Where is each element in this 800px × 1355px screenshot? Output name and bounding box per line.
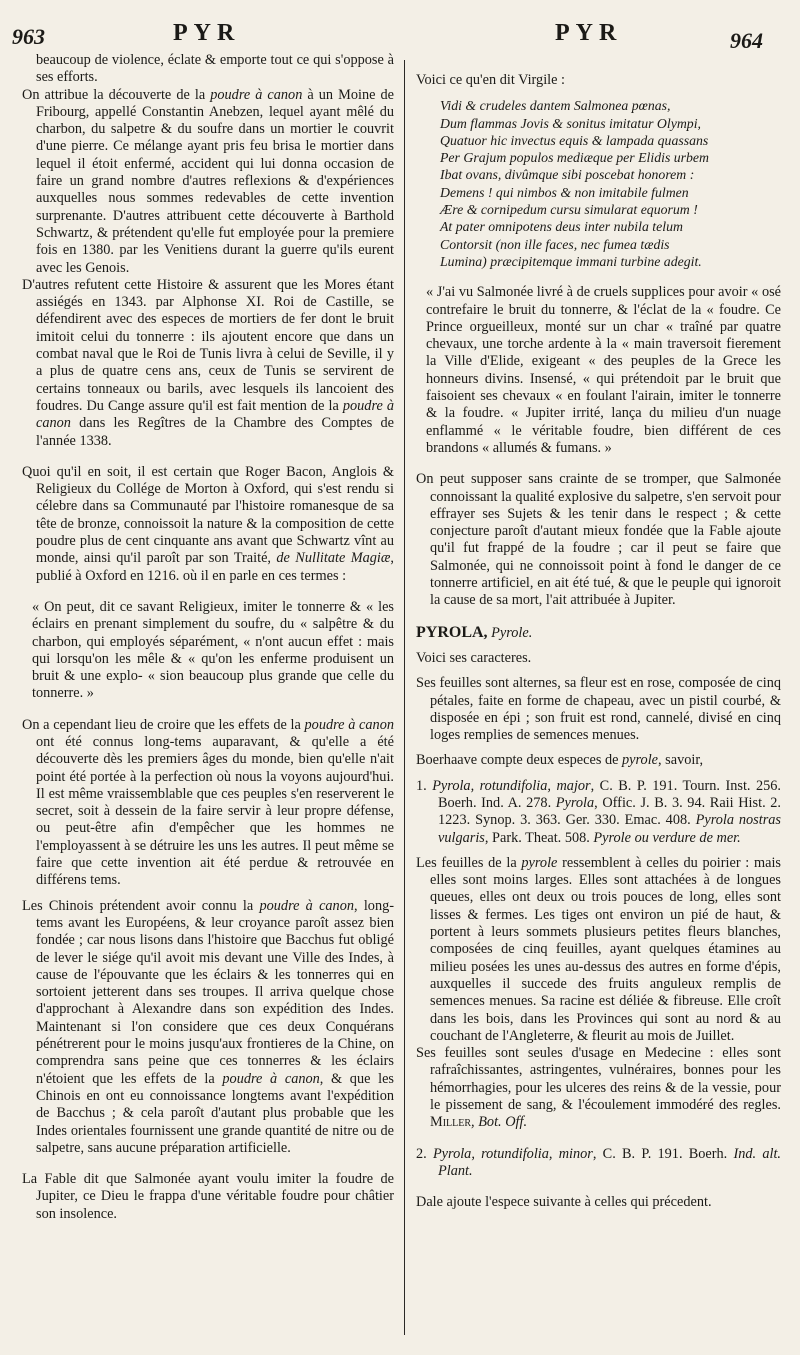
paragraph: On attribue la découverte de la poudre à canon à un Moine de Fribourg, appellé Constantin Anebzen, lequel ayant mêlé du charbon, du salpetre & du soufre dans un mortier le couvrit d'une pierre. Ce mélange ayant pris feu brisa le mortier dans lequel il étoit enfermé, accident qui lui donna occasion de faire un grand nombre d'autres reflexions & d'expériences auxquelles nous sommes redevables de cette invention surprenante. D'autres attribuent cette découverte à Barthold Schwartz, & prétendent qu'elle fut employée pour la premiere fois en 1380. par les Venitiens durant la guerre qu'ils eurent avec les Genois. (22, 86, 394, 276)
verse-line: Ibat ovans, divûmque sibi poscebat honorem : (440, 167, 695, 183)
column-divider (404, 60, 405, 1335)
verse-line: Contorsit (non ille faces, nec fumea tædis (440, 236, 670, 252)
species-entry: 1. Pyrola, rotundifolia, major, C. B. P. 191. Tourn. Inst. 256. Boerh. Ind. A. 278. Pyrola, Offic. J. B. 3. 94. Raii Hist. 2. 1223. Synop. 3. 363. Ger. 330. Emac. 408. Pyrola nostras vulgaris, Park. Theat. 508. Pyrole ou verdure de mer. (416, 777, 781, 846)
paragraph: Boerhaave compte deux especes de pyrole, savoir, (416, 752, 704, 769)
verse-line: Demens ! qui nimbos & non imitabile fulmen (440, 184, 689, 200)
page-header (0, 18, 800, 52)
paragraph: Les feuilles de la pyrole ressemblent à celles du poirier : mais elles sont moins larges. Elles sont attachées à de longues queues, elles ont deux ou trois pouces de long, elles sont lisses & fermes. Les tiges ont environ un pié de haut, & portent à leurs sommets plusieurs petites fleurs blanches, composées de cinq feuilles, ayant quelques étamines au milieu posées les unes au-dessus des autres en forme d'épis, auxquelles il succede des fruits anguleux remplis de semences menues. Sa racine est déliée & fibreuse. Elle croît dans les bois, dans les Provinces qui sont au nord & au couchant de l'Angleterre, & fleurit au mois de Juillet. (416, 854, 781, 1044)
quotation: « On peut, dit ce savant Religieux, imiter le tonnerre & « les éclairs en prenant simplement du soufre, du « salpêtre & du charbon, qui employés séparément, « n'ont aucun effet : mais qui lorsqu'on les mêle & « qu'on les enferme produisent un bruit & une explo- « sion beaucoup plus grande que celle du tonnerre. » (32, 598, 394, 702)
paragraph: Voici ce qu'en dit Virgile : (416, 72, 566, 88)
paragraph: Quoi qu'il en soit, il est certain que Roger Bacon, Anglois & Religieux du Collége de Morton à Oxford, qui s'est rendu si célebre dans sa Communauté par l'histoire romanesque de sa tête de bronze, connoissoit la nature & la composition de cette poudre plus de cent cinquante ans avant que Schwartz vînt au monde, ainsi qu'il paroît par son Traité, de Nullitate Magiæ, publié à Oxford en 1216. où il en parle en ces termes : (22, 463, 394, 584)
paragraph: On a cependant lieu de croire que les effets de la poudre à canon ont été connus long-tems auparavant, & qu'elle a été découverte dès les premiers âges du monde, bien qu'elle n'ait point été portée à la perfection où nous la voyons aujourd'hui. Il est même vraissemblable que ces peuples s'en reserverent le secret, soit à dessein de la faire servir à leur propre défense, ou peut-être afin d'empêcher que les hommes ne l'employassent à se détruire les uns les autres. Il peut même se faire que cette invention ait été perdue & retrouvée en différens tems. (22, 716, 394, 889)
paragraph: D'autres refutent cette Histoire & assurent que les Mores étant assiégés en 1343. par Alphonse XI. Roi de Castille, se défendirent avec des especes de mortiers de fer dont le bruit imitoit celui du tonnerre : ils ajoutent encore que dans un combat naval que le Roi de Tunis livra à celui de Seville, il y a plus de quatre cens ans, ceux de Tunis se servirent de certains tonneaux ou barils, avec lesquels ils lancoient des foudres. Du Cange assure qu'il est fait mention de la poudre à canon dans les Regîtres de la Chambre des Comptes de l'année 1338. (22, 276, 394, 449)
verse-line: Ære & cornipedum cursu simularat equorum ! (440, 202, 698, 218)
verse-line: Dum flammas Jovis & sonitus imitatur Olympi, (440, 115, 701, 131)
verse-line: Quatuor hic invectus equis & lampada quassans (440, 132, 709, 148)
right-column (416, 52, 781, 1212)
paragraph: Ses feuilles sont seules d'usage en Medecine : elles sont rafraîchissantes, astringentes, vulnéraires, bonnes pour les hémorrhagies, pour les ulceres des reins & de la vessie, pour le pissement de sang, & l'écoulement immodéré des regles. Miller, Bot. Off. (416, 1045, 781, 1131)
paragraph: Dale ajoute l'espece suivante à celles qui précedent. (416, 1194, 712, 1211)
paragraph: La Fable dit que Salmonée ayant voulu imiter la foudre de Jupiter, ce Dieu le frappa d'une véritable foudre pour châtier son insolence. (22, 1171, 394, 1222)
quotation: « J'ai vu Salmonée livré à de cruels supplices pour avoir « osé contrefaire le bruit du tonnerre, & l'éclat de la « foudre. Ce Prince orgueilleux, monté sur un char « traîné par quatre chevaux, une torche ardente à la « main traversoit fierement la Ville d'Elide, exigeant « des peuples de la Grece les honneurs divins. Insensé, « qui prétendoit par le bruit que faisoient ses chevaux « en foulant l'airain, imiter le tonnerre & la foudre. « Jupiter irrité, lança du milieu d'un nuage enflammé « le véritable foudre, bien différent de ces brandons « allumés & fumans. » (426, 284, 781, 456)
page-number-left: 963 (12, 24, 45, 49)
left-column (22, 52, 394, 1223)
verse-line: Lumina) præcipitemque immani turbine adegit. (440, 253, 702, 269)
verse-line: Per Grajum populos mediæque per Elidis urbem (440, 150, 710, 166)
paragraph: Voici ses caracteres. (416, 649, 532, 666)
entry-heading: PYROLA, Pyrole. (416, 623, 533, 641)
paragraph: Ses feuilles sont alternes, sa fleur est en rose, composée de cinq pétales, faite en forme de chapeau, avec un pistil courbé, & disposée en épi ; son fruit est rond, cannelé, divisé en cinq loges remplies de semences menues. (416, 675, 781, 744)
paragraph: beaucoup de violence, éclate & emporte tout ce qui s'oppose à ses efforts. (36, 52, 394, 86)
page-number-right: 964 (730, 28, 763, 53)
species-entry: 2. Pyrola, rotundifolia, minor, C. B. P. 191. Boerh. Ind. alt. Plant. (416, 1145, 782, 1179)
latin-verse (416, 97, 781, 270)
paragraph: On peut supposer sans crainte de se tromper, que Salmonée connoissant la qualité explosive du salpetre, s'en servoit pour effrayer ses Sujets & les tenir dans le respect ; & cette conjecture paroît d'autant mieux fondée que la Fable ajoute qu'il fut frappé de la foudre ; car il peut se faire que Salmonée, qui ne connoissoit point à fond le danger de ce tonnerre artificiel, en ait été tué, & que le peuple qui ignoroit la cause de sa mort, l'ait attribuée à Jupiter. (416, 471, 781, 609)
verse-line: At pater omnipotens deus inter nubila telum (440, 219, 683, 235)
verse-line: Vidi & crudeles dantem Salmonea pœnas, (440, 98, 671, 114)
paragraph: Les Chinois prétendent avoir connu la poudre à canon, long-tems avant les Européens, & leur croyance paroît assez bien fondée ; car nous lisons dans l'histoire que Bacchus fut obligé de lever le siége qu'il avoit mis devant une Ville des Indes, à cause de l'épouvante que les éclairs & les tonnerres qui en sortoient jetterent dans ses troupes. Il arriva quelque chose d'approchant à Alexandre dans son expédition des Indes. Maintenant si l'on considere que ces deux Conquérans pénétrerent pour le moins jusqu'aux frontieres de la Chine, on comprendra sans peine que ces tonnerres & les éclairs n'étoient que les effets de la poudre à canon, & que les Chinois en ont eu connoissance longtems avant l'expédition de Bacchus ; & cela paroît d'autant plus probable que les Indes orientales fournissent une grande quantité de nitre ou de salpetre, sans aucune préparation artificielle. (22, 897, 394, 1156)
running-head-left: PYR (173, 20, 241, 46)
running-head-right: PYR (555, 20, 623, 46)
